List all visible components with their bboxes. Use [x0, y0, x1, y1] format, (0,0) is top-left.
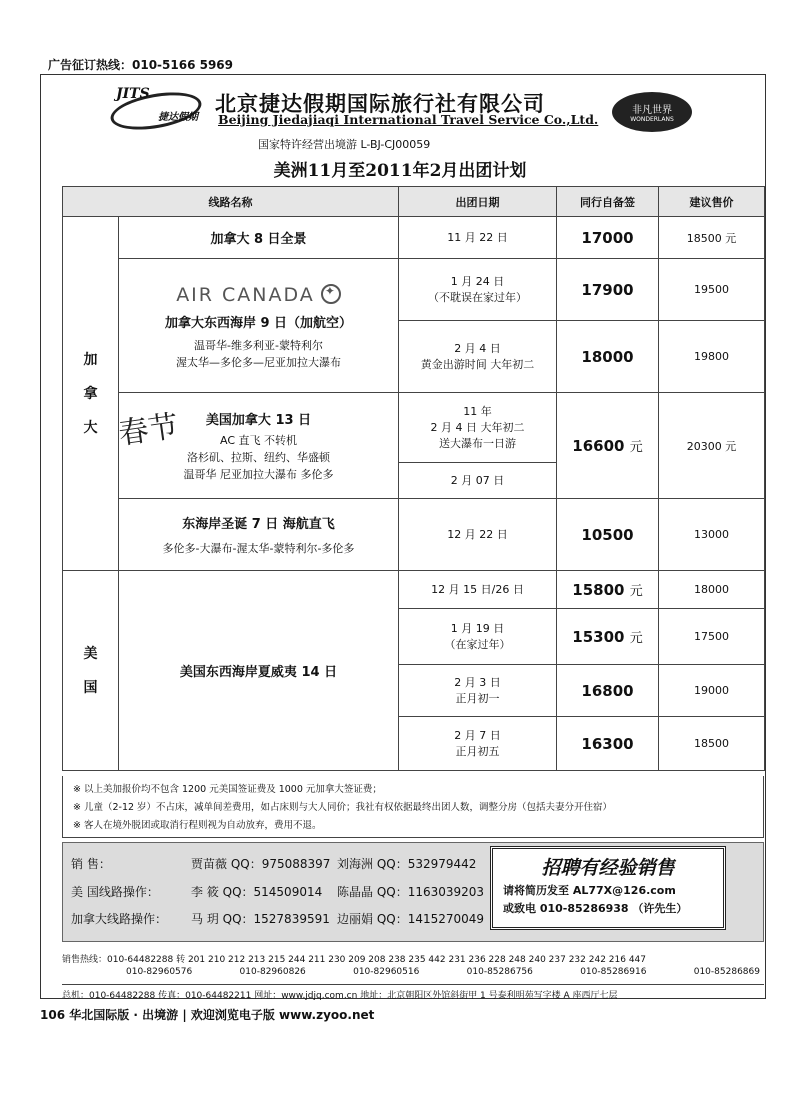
price-unit: 元	[629, 584, 643, 599]
route-title: 美国加拿大 13 日	[205, 412, 312, 428]
plan-title: 美洲11月至2011年2月出团计划	[273, 161, 527, 181]
price-cell	[557, 609, 659, 665]
region-usa	[63, 571, 119, 771]
contact-label: 美 国线路操作：	[71, 885, 159, 899]
table-header-row	[63, 187, 765, 217]
date-line: （不耽误在家过年）	[428, 290, 527, 304]
date-line: 送大瀑布一日游	[439, 436, 516, 450]
header-date: 出团日期	[399, 187, 557, 217]
date-line: 2 月 3 日	[454, 675, 501, 689]
date-line: 11 年	[463, 404, 492, 418]
suggested-price: 19800	[659, 321, 765, 393]
date-cell: 12 月 22 日	[399, 499, 557, 571]
note-item: ※ 儿童（2-12 岁）不占床，减单间差费用，如占床则与大人同价；我社有权依据最终出团人数，调整分房（包括夫妻分开住宿）	[73, 802, 613, 813]
suggested-price: 13000	[659, 499, 765, 571]
price-value: 16300	[581, 734, 634, 753]
hotline-number: 010-85286869	[693, 967, 760, 977]
region-char: 国	[83, 679, 98, 696]
table-row	[63, 259, 765, 321]
date-line: 2 月 4 日 大年初二	[430, 420, 525, 434]
recruit-phone: 或致电 010-85286938 （许先生）	[503, 902, 688, 915]
price-number: 16600	[572, 437, 625, 455]
air-canada-logo	[176, 284, 341, 306]
suggested-price: 18500	[659, 717, 765, 771]
hotline-number: 010-82960826	[239, 967, 306, 977]
price-number: 15300	[572, 628, 625, 646]
date-cell	[399, 609, 557, 665]
notes	[62, 776, 764, 838]
region-char: 拿	[83, 385, 98, 402]
price-value	[572, 628, 642, 646]
date-cell: 12 月 15 日/26 日	[399, 571, 557, 609]
hotline-numbers	[62, 966, 764, 978]
route-sub: 洛杉矶、拉斯、纽约、华盛顿	[187, 450, 330, 464]
hotline-main: 销售热线：010-64482288 转 201 210 212 213 215 244 211 230 209 208 238 235 442 231 236 228 248 240 237 232 242 216 447	[62, 955, 646, 965]
route-title: 加拿大东西海岸 9 日（加航空）	[164, 316, 353, 331]
price-cell	[557, 499, 659, 571]
price-cell	[557, 717, 659, 771]
hotline-number: 010-82960516	[353, 967, 420, 977]
contact-row-us	[71, 883, 484, 900]
contact-entry: 马 玥 QQ：1527839591	[191, 912, 330, 926]
spring-festival-stamp: 春节	[116, 408, 181, 452]
region-label	[63, 343, 118, 445]
price-value	[572, 437, 642, 455]
date-cell	[399, 393, 557, 463]
date-line: 2 月 4 日	[454, 341, 501, 355]
route-cell	[119, 571, 399, 771]
price-cell	[557, 321, 659, 393]
price-cell	[557, 259, 659, 321]
suggested-price: 20300 元	[659, 393, 765, 499]
partner-logo-en: WONDERLANS	[630, 116, 674, 123]
date-line: 黄金出游时间 大年初二	[420, 357, 535, 371]
header-suggested: 建议售价	[659, 187, 765, 217]
price-cell	[557, 217, 659, 259]
logo-text: JITS	[116, 86, 150, 102]
tour-table	[62, 186, 765, 771]
suggested-price: 19000	[659, 665, 765, 717]
contact-row-canada	[71, 910, 484, 927]
region-char: 加	[83, 351, 98, 368]
route-sub: 多伦多-大瀑布-渥太华-蒙特利尔-多伦多	[162, 541, 355, 555]
company-name-en: Beijing Jiedajiaqi International Travel Service Co.,Ltd.	[218, 112, 599, 127]
date-cell: 2 月 07 日	[399, 463, 557, 499]
contact-entry: 陈晶晶 QQ：1163039203	[337, 885, 485, 899]
contact-entry: 贾苗薇 QQ：975088397	[191, 857, 331, 871]
company-contact-info: 总机：010-64482288 传真：010-64482211 网址：www.jdjq.com.cn 地址：北京朝阳区外馆斜街甲 1 号泰利明苑写字楼 A 座西厅七层	[62, 984, 764, 1001]
contact-entry: 李 筱 QQ：514509014	[191, 885, 323, 899]
price-value: 16800	[581, 681, 634, 700]
suggested-price: 18000	[659, 571, 765, 609]
price-unit: 元	[629, 440, 643, 455]
contact-entry: 刘海洲 QQ：532979442	[337, 857, 477, 871]
license-number: 国家特许经营出境游 L-BJ-CJ00059	[258, 138, 431, 151]
contact-row-sales	[71, 855, 476, 872]
route-sub: 温哥华-维多利亚-蒙特利尔	[194, 339, 323, 352]
maple-leaf-icon	[321, 284, 341, 304]
route-title: 加拿大 8 日全景	[210, 232, 307, 247]
price-unit: 元	[629, 631, 643, 646]
price-cell	[557, 571, 659, 609]
price-number: 15800	[572, 581, 625, 599]
company-logo	[108, 86, 208, 132]
route-sub: 渥太华—多伦多—尼亚加拉大瀑布	[176, 356, 341, 369]
route-cell	[119, 217, 399, 259]
region-label	[63, 637, 118, 705]
price-value: 17900	[581, 280, 634, 299]
header-price: 同行自备签	[557, 187, 659, 217]
hotline-number: 010-82960576	[126, 967, 193, 977]
hotline-number: 010-85286916	[580, 967, 647, 977]
price-cell	[557, 665, 659, 717]
price-cell	[557, 393, 659, 499]
logo-cn: 捷达假期	[158, 112, 198, 123]
date-cell: 11 月 22 日	[399, 217, 557, 259]
suggested-price: 17500	[659, 609, 765, 665]
contact-label: 加拿大线路操作：	[71, 912, 168, 926]
date-line: 1 月 19 日	[450, 621, 505, 635]
price-value: 10500	[581, 525, 634, 544]
contact-label: 销 售：	[71, 857, 111, 871]
page-footer: 106 华北国际版 · 出境游 | 欢迎浏览电子版 www.zyoo.net	[40, 1008, 375, 1022]
company-name-cn: 北京捷达假期国际旅行社有限公司	[215, 92, 545, 116]
region-char: 美	[83, 645, 98, 662]
date-line: 正月初五	[455, 744, 500, 758]
suggested-price: 18500 元	[659, 217, 765, 259]
region-canada	[63, 217, 119, 571]
recruit-box	[490, 846, 726, 930]
recruit-email: 请将简历发至 AL77X@126.com	[503, 884, 676, 897]
sales-hotline	[62, 954, 764, 978]
route-sub: AC 直飞 不转机	[219, 433, 297, 447]
partner-logo-cn: 非凡世界	[632, 105, 672, 116]
date-line: 2 月 7 日	[454, 728, 501, 742]
hotline-number: 010-85286756	[466, 967, 533, 977]
suggested-price: 19500	[659, 259, 765, 321]
recruit-title: 招聘有经验销售	[541, 857, 675, 879]
table-row	[63, 217, 765, 259]
route-title: 美国东西海岸夏威夷 14 日	[179, 665, 338, 680]
route-cell	[119, 499, 399, 571]
partner-logo	[612, 92, 692, 132]
region-char: 大	[83, 419, 98, 436]
airline-logo-text: AIR CANADA	[176, 284, 315, 306]
date-line: 正月初一	[455, 691, 500, 705]
price-value	[572, 581, 642, 599]
note-item: ※ 以上美加报价均不包含 1200 元美国签证费及 1000 元加拿大签证费；	[73, 784, 382, 795]
table-row	[63, 571, 765, 609]
table-row	[63, 499, 765, 571]
price-value: 18000	[581, 347, 634, 366]
route-sub: 温哥华 尼亚加拉大瀑布 多伦多	[183, 467, 334, 481]
date-line: （在家过年）	[444, 637, 511, 651]
header-route: 线路名称	[63, 187, 399, 217]
date-cell	[399, 717, 557, 771]
contact-entry: 边丽娟 QQ：1415270049	[337, 912, 485, 926]
route-title: 东海岸圣诞 7 日 海航直飞	[182, 516, 335, 532]
note-item: ※ 客人在境外脱团或取消行程则视为自动放弃，费用不退。	[73, 820, 322, 831]
date-line: 1 月 24 日	[450, 274, 505, 288]
date-cell	[399, 665, 557, 717]
route-cell	[119, 259, 399, 393]
date-cell	[399, 321, 557, 393]
price-value: 17000	[581, 228, 634, 247]
date-cell	[399, 259, 557, 321]
ad-hotline: 广告征订热线：010-5166 5969	[48, 58, 234, 72]
